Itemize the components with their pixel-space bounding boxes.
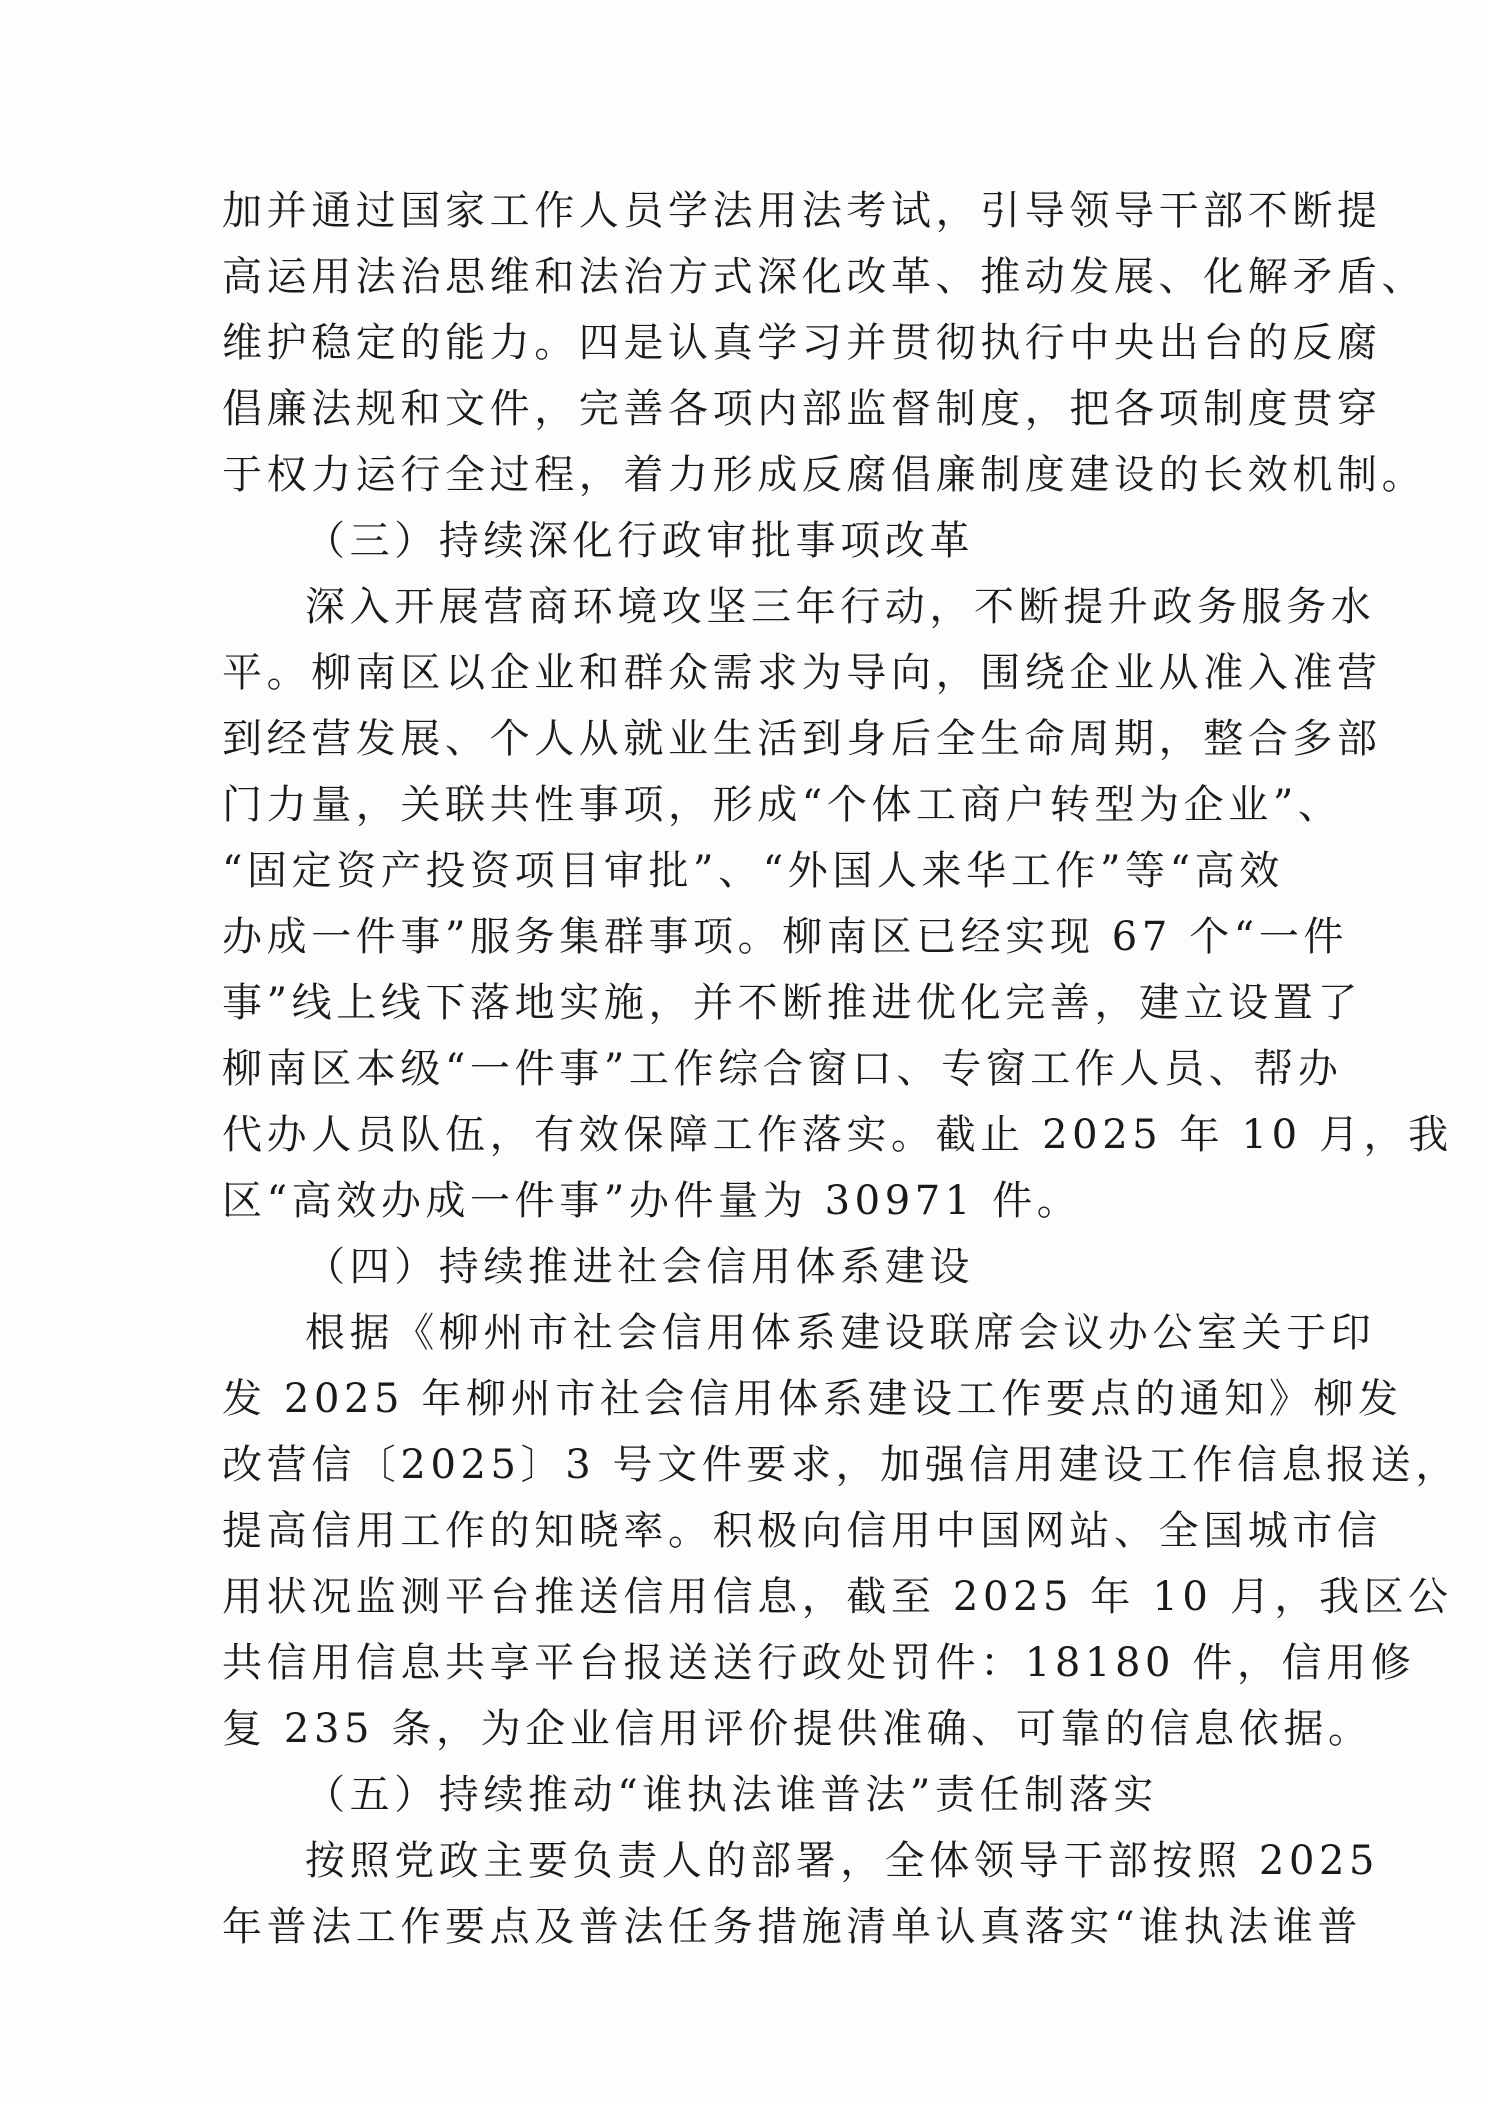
- section-heading-3: （三）持续深化行政审批事项改革: [305, 518, 974, 564]
- body-text-line: 代办人员队伍，有效保障工作落实。截止 2025 年 10 月，我: [222, 1112, 1453, 1158]
- body-text-line: 门力量，关联共性事项，形成“个体工商户转型为企业”、: [222, 782, 1343, 828]
- section-heading-4: （四）持续推进社会信用体系建设: [305, 1244, 974, 1290]
- paragraph-start-line: 深入开展营商环境攻坚三年行动，不断提升政务服务水: [305, 584, 1376, 630]
- body-text-line: 事”线上线下落地实施，并不断推进优化完善，建立设置了: [222, 980, 1363, 1026]
- body-text-line: 提高信用工作的知晓率。积极向信用中国网站、全国城市信: [222, 1508, 1382, 1554]
- paragraph-start-line: 按照党政主要负责人的部署，全体领导干部按照 2025: [305, 1838, 1380, 1884]
- section-heading-5: （五）持续推动“谁执法谁普法”责任制落实: [305, 1772, 1158, 1818]
- body-text-line: 高运用法治思维和法治方式深化改革、推动发展、化解矛盾、: [222, 254, 1427, 300]
- body-text-line: 年普法工作要点及普法任务措施清单认真落实“谁执法谁普: [222, 1904, 1363, 1950]
- body-text-line: 复 235 条，为企业信用评价提供准确、可靠的信息依据。: [222, 1706, 1373, 1752]
- paragraph-start-line: 根据《柳州市社会信用体系建设联席会议办公室关于印: [305, 1310, 1376, 1356]
- body-text-line: 到经营发展、个人从就业生活到身后全生命周期，整合多部: [222, 716, 1382, 762]
- body-text-line: 区“高效办成一件事”办件量为 30971 件。: [222, 1178, 1082, 1224]
- body-text-line: 倡廉法规和文件，完善各项内部监督制度，把各项制度贯穿: [222, 386, 1382, 432]
- body-text-line: 改营信〔2025〕3 号文件要求，加强信用建设工作信息报送，: [222, 1442, 1460, 1488]
- body-text-line: 柳南区本级“一件事”工作综合窗口、专窗工作人员、帮办: [222, 1046, 1343, 1092]
- body-text-line: 办成一件事”服务集群事项。柳南区已经实现 67 个“一件: [222, 914, 1349, 960]
- body-text-line: 共信用信息共享平台报送送行政处罚件：18180 件，信用修: [222, 1640, 1416, 1686]
- body-text-line: 加并通过国家工作人员学法用法考试，引导领导干部不断提: [222, 188, 1382, 234]
- body-text-line: 发 2025 年柳州市社会信用体系建设工作要点的通知》柳发: [222, 1376, 1403, 1422]
- body-text-line: 于权力运行全过程，着力形成反腐倡廉制度建设的长效机制。: [222, 452, 1427, 498]
- body-text-line: 维护稳定的能力。四是认真学习并贯彻执行中央出台的反腐: [222, 320, 1382, 366]
- body-text-line: 用状况监测平台推送信用信息，截至 2025 年 10 月，我区公: [222, 1574, 1453, 1620]
- body-text-line: 平。柳南区以企业和群众需求为导向，围绕企业从准入准营: [222, 650, 1382, 696]
- body-text-line: “固定资产投资项目审批”、“外国人来华工作”等“高效: [222, 848, 1284, 894]
